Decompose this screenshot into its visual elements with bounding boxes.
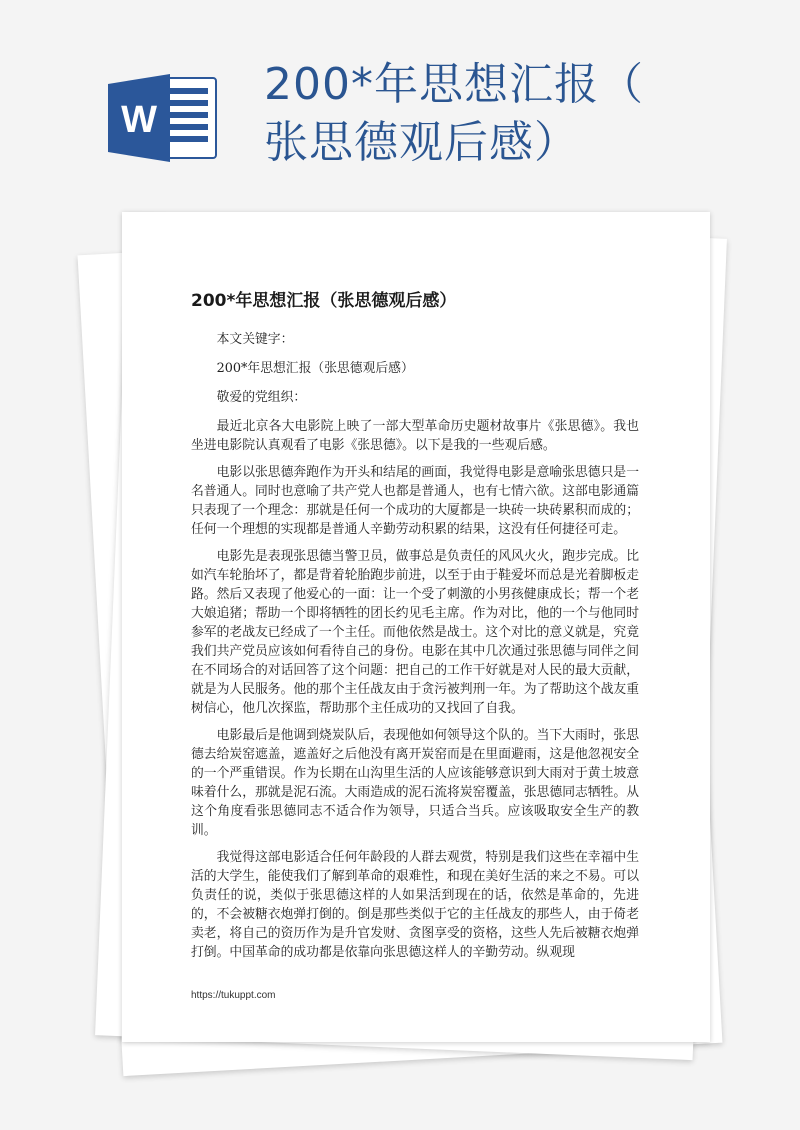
header: [0, 0, 800, 210]
body-paragraph-3: 电影先是表现张思德当警卫员，做事总是负责任的风风火火，跑步完成。比如汽车轮胎坏了，都是背着轮胎跑步前进，以至于由于鞋爱坏而总是光着脚板走路。然后又表现了他爱心的一面：让一个受了刺激的小男孩健康成长；帮一个老大娘追猪；帮助一个即将牺牲的团长约见毛主席。作为对比，他的一个与他同时参军的老战友已经成了一个主任。而他依然是战士。这个对比的意义就是，究竟我们共产党员应该如何看待自己的身份。电影在其中几次通过张思德与同伴之间在不同场合的对话回答了这个问题：把自己的工作干好就是对人民的最大贡献，就是为人民服务。他的那个主任战友由于贪污被判刑一年。为了帮助这个战友重树信心，他几次探监，帮助那个主任成功的又找回了自我。: [191, 549, 639, 716]
footer-url[interactable]: https://tukuppt.com: [191, 990, 276, 1001]
document-body: [191, 330, 639, 970]
body-paragraph-4: 电影最后是他调到烧炭队后，表现他如何领导这个队的。当下大雨时，张思德去给炭窑遮盖，遮盖好之后他没有离开炭窑而是在里面避雨，这是他忽视安全的一个严重错误。作为长期在山沟里生活的人应该能够意识到大雨对于黄土坡意味着什么，那就是泥石流。大雨造成的泥石流将炭窑覆盖，张思德同志牺牲。从这个角度看张思德同志不适合作为领导，只适合当兵。应该吸取安全生产的教训。: [191, 728, 639, 838]
main-title-line1: 200*年思想汇报（: [264, 59, 644, 110]
body-paragraph-2: 电影以张思德奔跑作为开头和结尾的画面，我觉得电影是意喻张思德只是一名普通人。同时也意喻了共产党人也都是普通人，也有七情六欲。这部电影通篇只表现了一个理念：那就是任何一个成功的大厦都是一块砖一块砖累积而成的；任何一个理想的实现都是普通人辛勤劳动积累的结果，这没有任何捷径可走。: [191, 465, 639, 537]
body-paragraph-5: 我觉得这部电影适合任何年龄段的人群去观赏，特别是我们这些在幸福中生活的大学生，能使我们了解到革命的艰难性，和现在美好生活的来之不易。可以负责任的说，类似于张思德这样的人如果活到现在的话，依然是革命的，先进的，不会被糖衣炮弹打倒的。倒是那些类似于它的主任战友的那些人，由于倚老卖老，将自己的资历作为是升官发财、贪图享受的资格，这些人先后被糖衣炮弹打倒。中国革命的成功都是依靠向张思德这样人的辛勤劳动。纵观现: [191, 850, 639, 960]
svg-text:W: W: [121, 99, 157, 141]
salutation: 敬爱的党组织：: [216, 390, 307, 405]
keyword-label: 本文关键字：: [216, 332, 294, 347]
keyword-value: 200*年思想汇报（张思德观后感）: [216, 361, 414, 376]
main-title-line2: 张思德观后感）: [264, 117, 579, 168]
main-title: [264, 56, 764, 172]
document-page: [122, 212, 710, 1042]
body-paragraph-1: 最近北京各大电影院上映了一部大型革命历史题材故事片《张思德》。我也坐进电影院认真观看了电影《张思德》。以下是我的一些观后感。: [191, 419, 639, 453]
document-title: 200*年思想汇报（张思德观后感）: [191, 291, 457, 311]
word-document-icon: [108, 72, 220, 164]
